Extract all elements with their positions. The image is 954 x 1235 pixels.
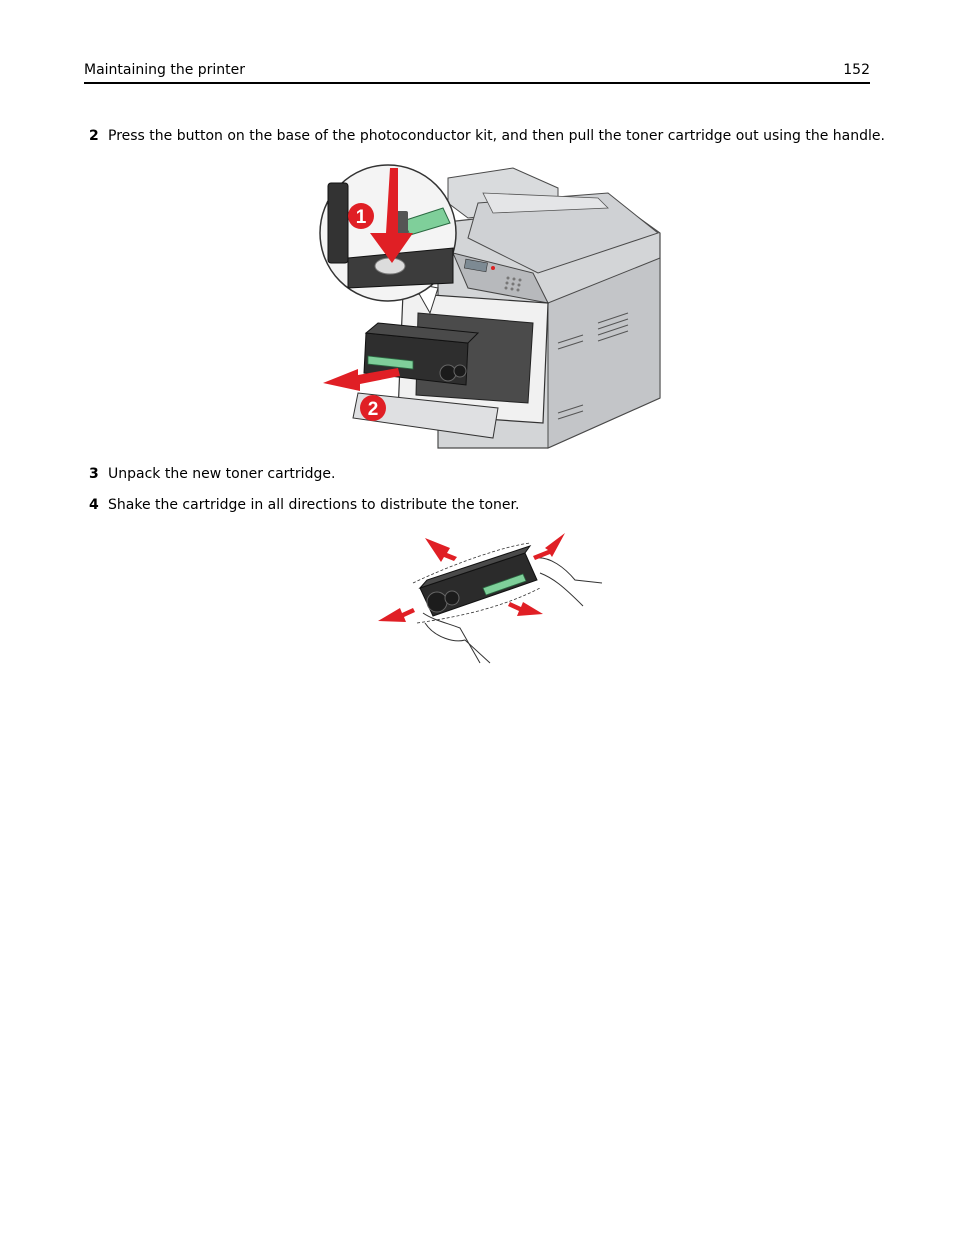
page-number: 152 bbox=[843, 62, 870, 78]
header-title: Maintaining the printer bbox=[84, 62, 246, 78]
step-text: Shake the cartridge in all directions to distribute the toner. bbox=[108, 497, 520, 513]
step-number: 3 bbox=[89, 466, 99, 482]
step-text: Press the button on the base of the photoconductor kit, and then pull the toner cartridge out using the handle. bbox=[108, 128, 885, 144]
step-2 bbox=[89, 127, 885, 145]
callout-number-2: 2 bbox=[367, 399, 379, 420]
page-header bbox=[84, 60, 870, 84]
step-number: 4 bbox=[89, 497, 99, 513]
step-3 bbox=[89, 465, 335, 483]
step-number: 2 bbox=[89, 128, 99, 144]
shake-cartridge-illustration bbox=[375, 528, 605, 664]
step-text: Unpack the new toner cartridge. bbox=[108, 466, 336, 482]
callout-number-1: 1 bbox=[355, 207, 367, 228]
printer-toner-removal-illustration bbox=[318, 163, 662, 453]
step-4 bbox=[89, 496, 519, 514]
